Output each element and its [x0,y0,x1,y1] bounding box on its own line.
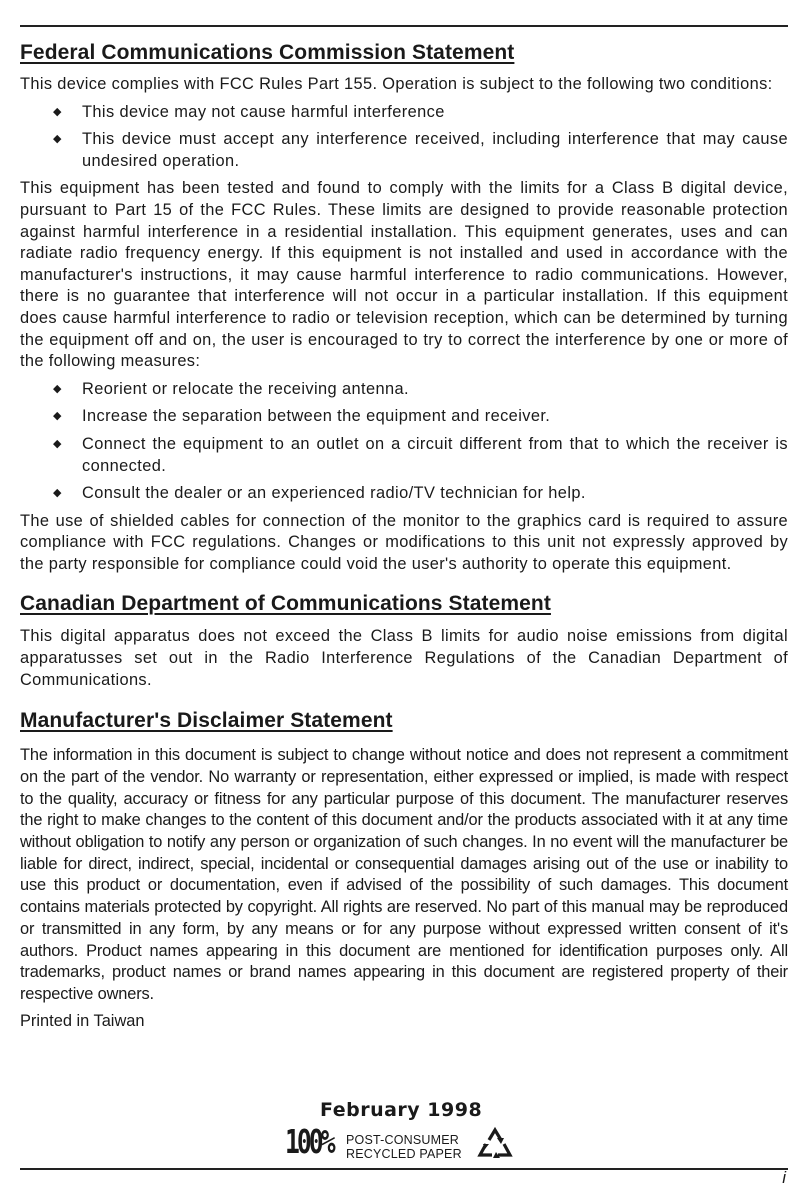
list-item [20,406,788,428]
diamond-bullet-icon: ◆ [53,487,62,500]
list-item [20,379,788,401]
list-item [20,483,788,505]
printed-in-label: Printed in Taiwan [20,1011,145,1030]
document-body [20,40,788,1031]
fcc-intro-paragraph: This device complies with FCC Rules Part 155. Operation is subject to the following two conditions: [20,75,773,93]
list-item [20,434,788,477]
list-item-text: Increase the separation between the equipment and receiver. [82,407,551,426]
list-item-text: Reorient or relocate the receiving antenna. [82,379,409,398]
disclaimer-section-title: Manufacturer's Disclaimer Statement [20,709,393,733]
diamond-bullet-icon: ◆ [53,133,62,146]
bottom-rule [20,1168,788,1170]
list-item-text: Connect the equipment to an outlet on a circuit different from that to which the receiver is connected. [82,434,788,475]
recycled-percent: 100% [285,1122,333,1161]
list-item-text: Consult the dealer or an experienced radio/TV technician for help. [82,484,586,503]
list-item [20,129,788,172]
fcc-section-title: Federal Communications Commission Statement [20,41,515,64]
fcc-conditions-list [20,102,788,173]
recycled-label-line1: POST-CONSUMER [346,1133,460,1147]
cdoc-paragraph: This digital apparatus does not exceed the Class B limits for audio noise emissions from digital apparatusses set out in the Radio Interference Regulations of the Canadian Department of Communications. [20,627,788,689]
page-number: i [782,1168,786,1187]
recycled-paper-stamp [285,1096,525,1168]
fcc-cables-paragraph: The use of shielded cables for connection of the monitor to the graphics card is required to assure compliance with FCC regulations. Changes or modifications to this unit not expressly approved by the party responsible for compliance could void the user's authority to operate this equipment. [20,511,788,573]
diamond-bullet-icon: ◆ [53,410,62,423]
top-rule [20,25,788,27]
disclaimer-paragraph: The information in this document is subject to change without notice and does not represent a commitment on the part of the vendor. No warranty or representation, either expressed or implied, is made with respect to the quality, accuracy or fitness for any particular purpose of this document. The manufacturer reserves the right to make changes to the content of this document and/or the products associated with it at any time without obligation to notify any person or organization of such changes. In no event will the manufacturer be liable for direct, indirect, special, incidental or consequential damages arising out of the use or inability to use this product or documentation, even if advised of the possibility of such damages. This document contains materials protected by copyright. All rights are reserved. No part of this manual may be reproduced or transmitted in any form, by any means or for any purpose without expressed written consent of it's authors. Product names appearing in this document are mentioned for identification purposes only. All trademarks, product names or brand names appearing in this document are registered property of their respective owners. [20,746,788,1003]
print-date: February 1998 [320,1099,483,1121]
list-item-text: This device may not cause harmful interference [82,102,445,121]
recycled-label-line2: RECYCLED PAPER [346,1147,462,1161]
cdoc-section-title: Canadian Department of Communications Statement [20,592,551,616]
list-item [20,102,788,124]
recycled-label [346,1133,462,1161]
list-item-text: This device must accept any interference received, including interference that may cause undesired operation. [82,130,788,170]
diamond-bullet-icon: ◆ [53,382,62,395]
fcc-measures-list [20,379,788,505]
recycle-icon [475,1122,515,1164]
diamond-bullet-icon: ◆ [53,105,62,118]
diamond-bullet-icon: ◆ [53,437,62,450]
fcc-test-paragraph: This equipment has been tested and found to comply with the limits for a Class B digital device, pursuant to Part 15 of the FCC Rules. These limits are designed to provide reasonable protection against harmful interference in a residential installation. This equipment generates, uses and can radiate radio frequency energy. If this equipment is not installed and used in accordance with the manufacturer's instructions, it may cause harmful interference to radio communications. However, there is no guarantee that interference will not occur in a particular installation. If this equipment does cause harmful interference to radio or television reception, which can be determined by turning the equipment off and on, the user is encouraged to try to correct the interference by one or more of the following measures: [20,179,788,371]
